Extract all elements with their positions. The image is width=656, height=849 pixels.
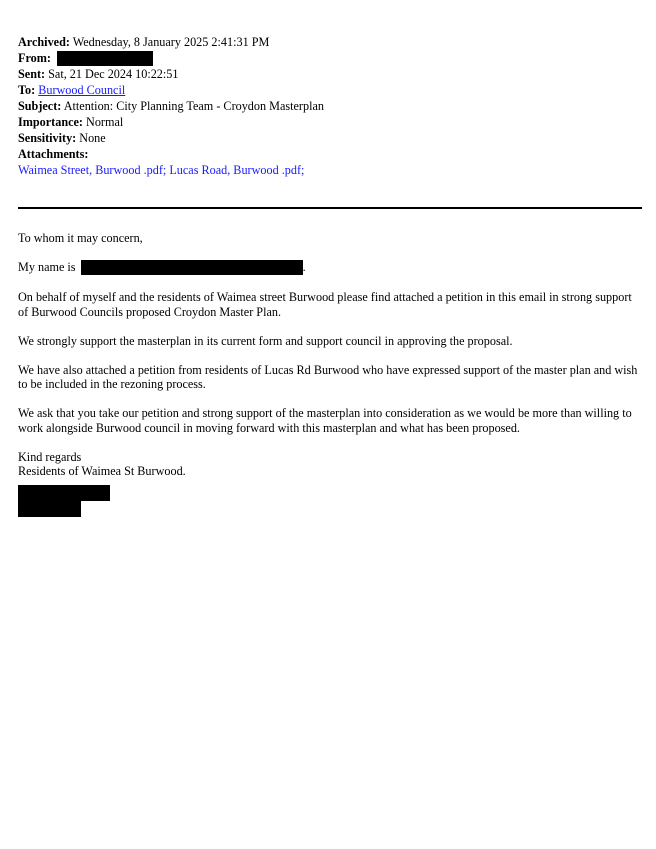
from-row (18, 50, 642, 66)
paragraph-petition: On behalf of myself and the residents of Waimea street Burwood please find attached a petition in this email in strong support of Burwood Councils proposed Croydon Master Plan. (18, 290, 632, 319)
email-body (18, 231, 640, 517)
greeting: To whom it may concern, (18, 231, 143, 245)
email-document (18, 34, 642, 479)
attachment-link-waimea[interactable]: Waimea Street, Burwood .pdf (18, 163, 163, 177)
sent-label: Sent: (18, 67, 46, 81)
paragraph-consideration: We ask that you take our petition and strong support of the masterplan into consideration as we would be more than willing to work alongside Burwood council in moving forward with this masterplan and what has been proposed. (18, 406, 632, 435)
name-prefix: My name is (18, 260, 76, 274)
sent-value: Sat, 21 Dec 2024 10:22:51 (48, 67, 179, 81)
to-label: To: (18, 83, 36, 97)
archived-label: Archived: (18, 35, 70, 49)
to-recipient-link[interactable]: Burwood Council (38, 83, 126, 97)
attachment-trailing-separator: ; (301, 163, 305, 177)
closing-block (18, 450, 640, 479)
signature-redaction (18, 485, 110, 517)
header-divider (18, 207, 642, 209)
subject-row (18, 98, 642, 114)
attachment-link-lucas[interactable]: Lucas Road, Burwood .pdf (169, 163, 302, 177)
sensitivity-label: Sensitivity: (18, 131, 77, 145)
sensitivity-row (18, 130, 642, 146)
from-redaction (57, 51, 153, 66)
from-label: From: (18, 51, 51, 65)
signature-redaction-top (18, 485, 110, 501)
signature-redaction-bottom (18, 500, 81, 517)
attachments-row (18, 146, 642, 162)
sensitivity-value: None (79, 131, 106, 145)
subject-value: Attention: City Planning Team - Croydon Masterplan (63, 99, 324, 113)
name-redaction (81, 260, 303, 275)
attachments-label: Attachments: (18, 147, 89, 161)
attachment-separator: ; (162, 163, 170, 177)
paragraph-lucas-petition: We have also attached a petition from residents of Lucas Rd Burwood who have expressed support of the master plan and wish to be included in the rezoning process. (18, 362, 638, 392)
subject-label: Subject: (18, 99, 62, 113)
closing: Kind regards (18, 449, 82, 464)
paragraph-support: We strongly support the masterplan in its current form and support council in approving the proposal. (18, 333, 513, 348)
archived-row (18, 34, 642, 50)
sent-row (18, 66, 642, 82)
to-row (18, 82, 642, 98)
name-suffix: . (302, 260, 306, 274)
archived-value: Wednesday, 8 January 2025 2:41:31 PM (72, 35, 270, 49)
signoff: Residents of Waimea St Burwood. (18, 464, 186, 479)
name-line (18, 260, 640, 276)
importance-row (18, 114, 642, 130)
importance-value: Normal (86, 115, 124, 129)
attachments-list (18, 162, 642, 178)
importance-label: Importance: (18, 115, 83, 129)
